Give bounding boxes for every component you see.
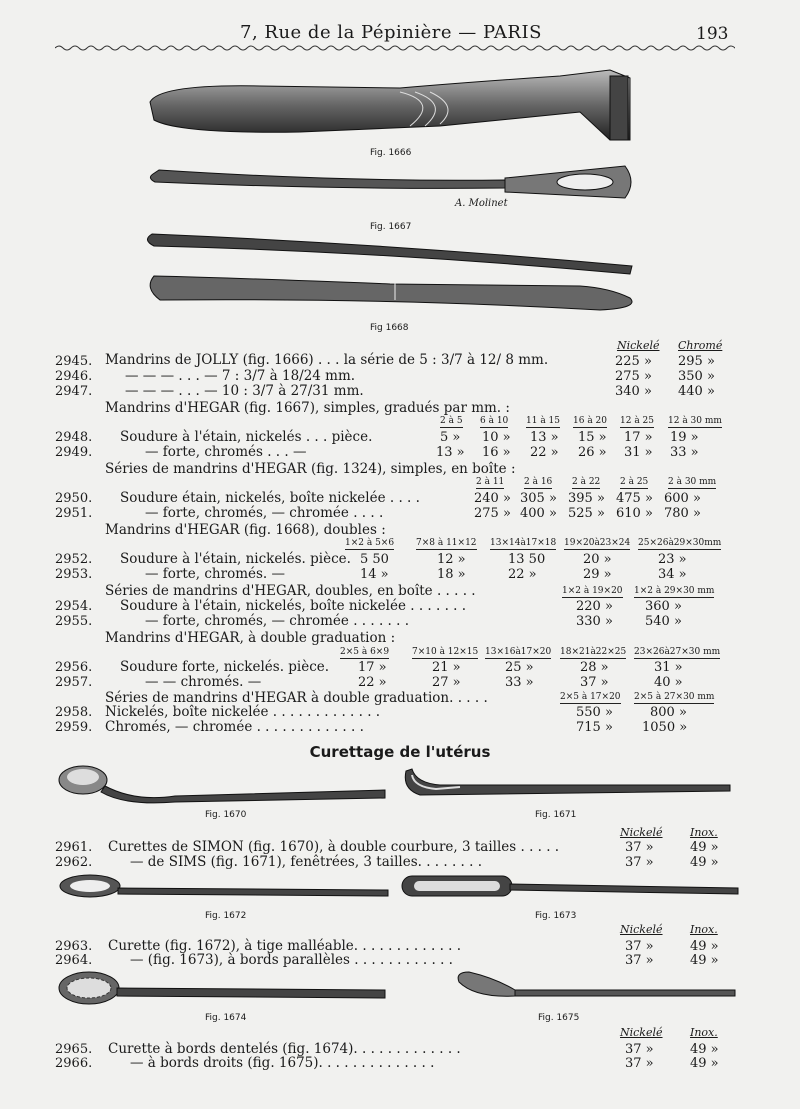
- desc-2953: — forte, chromés. —: [145, 566, 286, 582]
- p2963-b: 49 »: [690, 939, 719, 954]
- p2955-1: 330 »: [576, 614, 613, 629]
- p2949-4: 26 »: [578, 445, 607, 460]
- p2951-3: 525 »: [568, 506, 605, 521]
- sub3-col2: 7×8 à 11×12: [416, 538, 477, 548]
- desc-2963: Curette (fig. 1672), à tige malléable. . . . . . . . . . . . .: [108, 938, 462, 954]
- p2962-b: 49 »: [690, 855, 719, 870]
- p2966-a: 37 »: [625, 1056, 654, 1071]
- col-head-nickele: Nickelé: [617, 339, 660, 352]
- engraver-signature: A. Molinet: [455, 198, 508, 209]
- p2965-a: 37 »: [625, 1042, 654, 1057]
- p2952-4: 20 »: [583, 552, 612, 567]
- p2956-3: 25 »: [505, 660, 534, 675]
- sub4-col2: 1×2 à 29×30 mm: [634, 586, 715, 596]
- desc-2946: — — — . . . — 7 : 3/7 à 18/24 mm.: [125, 368, 356, 384]
- p2950-4: 475 »: [616, 491, 653, 506]
- hegar-simple-heading: Mandrins d'HEGAR (fig. 1667), simples, gradués par mm. :: [105, 400, 510, 416]
- p2951-2: 400 »: [520, 506, 557, 521]
- desc-2956: Soudure forte, nickelés. pièce.: [120, 659, 330, 675]
- p2954-1: 220 »: [576, 599, 613, 614]
- desc-2945: Mandrins de JOLLY (fig. 1666) . . . la série de 5 : 3/7 à 12/ 8 mm.: [105, 352, 549, 368]
- p2953-2: 18 »: [437, 567, 466, 582]
- ref-2964: 2964.: [55, 953, 93, 968]
- ref-2957: 2957.: [55, 675, 93, 690]
- p2948-2: 10 »: [482, 430, 511, 445]
- sub3-col1: 1×2 à 5×6: [345, 538, 395, 548]
- sub2-col4: 2 à 25: [620, 477, 649, 487]
- p2963-a: 37 »: [625, 939, 654, 954]
- desc-2966: — à bords droits (fig. 1675). . . . . . . . . . . . . .: [130, 1055, 435, 1071]
- header-title: 7, Rue de la Pépinière — PARIS: [240, 22, 542, 43]
- cur1-head-nickele: Nickelé: [620, 826, 663, 839]
- p2950-2: 305 »: [520, 491, 557, 506]
- section-title: Curettage de l'utérus: [309, 743, 491, 761]
- hegar-box-heading: Séries de mandrins d'HEGAR (fig. 1324), simples, en boîte :: [105, 461, 516, 477]
- sub1-col5: 12 à 25: [620, 416, 654, 426]
- ref-2945: 2945.: [55, 354, 93, 369]
- ref-2954: 2954.: [55, 599, 93, 614]
- fig-1674-illustration: [55, 968, 395, 1012]
- desc-2950: Soudure étain, nickelés, boîte nickelée . . . .: [120, 490, 420, 506]
- sub5-col4: 18×21à22×25: [560, 647, 627, 657]
- fig-1671-illustration: [400, 765, 740, 805]
- fig-1667-illustration: [145, 160, 635, 215]
- fig-1675-caption: Fig. 1675: [538, 1013, 580, 1023]
- header-rule: [55, 44, 735, 52]
- fig-1666-illustration: [140, 62, 640, 152]
- desc-2957: — — chromés. —: [145, 674, 262, 690]
- cur1-head-inox: Inox.: [690, 826, 718, 839]
- p2951-4: 610 »: [616, 506, 653, 521]
- p2957-2: 27 »: [432, 675, 461, 690]
- p2954-2: 360 »: [645, 599, 682, 614]
- desc-2965: Curette à bords dentelés (fig. 1674). . . . . . . . . . . . .: [108, 1041, 461, 1057]
- desc-2961: Curettes de SIMON (fig. 1670), à double courbure, 3 tailles . . . . .: [108, 839, 560, 855]
- sub3-col3: 13×14à17×18: [490, 538, 557, 548]
- sub2-col2: 2 à 16: [524, 477, 553, 487]
- sub1-col2: 6 à 10: [480, 416, 509, 426]
- p2956-1: 17 »: [358, 660, 387, 675]
- sub2-col3: 2 à 22: [572, 477, 601, 487]
- p2955-2: 540 »: [645, 614, 682, 629]
- fig-1668-caption: Fig 1668: [370, 323, 409, 333]
- desc-2949: — forte, chromés . . . —: [145, 444, 307, 460]
- fig-1667-caption: Fig. 1667: [370, 222, 412, 232]
- ref-2956: 2956.: [55, 660, 93, 675]
- p2957-4: 37 »: [580, 675, 609, 690]
- p2948-4: 15 »: [578, 430, 607, 445]
- fig-1672-illustration: [58, 872, 398, 908]
- p2948-3: 13 »: [530, 430, 559, 445]
- p2957-3: 33 »: [505, 675, 534, 690]
- p2953-3: 22 »: [508, 567, 537, 582]
- p2949-6: 33 »: [670, 445, 699, 460]
- p2948-1: 5 »: [440, 430, 461, 445]
- sub3-col4: 19×20à23×24: [564, 538, 631, 548]
- hegar-double-heading: Mandrins d'HEGAR (fig. 1668), doubles :: [105, 522, 386, 538]
- sub1-col1: 2 à 5: [440, 416, 463, 426]
- fig-1668-illustration: [140, 228, 640, 328]
- p2953-1: 14 »: [360, 567, 389, 582]
- hegar-graduation-heading: Mandrins d'HEGAR, à double graduation :: [105, 630, 396, 646]
- sub5-col3: 13×16à17×20: [485, 647, 552, 657]
- p2962-a: 37 »: [625, 855, 654, 870]
- sub1-col4: 16 à 20: [573, 416, 607, 426]
- p2958-2: 800 »: [650, 705, 687, 720]
- p2952-1: 5 50: [360, 552, 389, 567]
- fig-1672-caption: Fig. 1672: [205, 911, 247, 921]
- desc-2954: Soudure à l'étain, nickelés, boîte nickelée . . . . . . .: [120, 598, 467, 614]
- p2952-3: 13 50: [508, 552, 546, 567]
- p2966-b: 49 »: [690, 1056, 719, 1071]
- sub3-col5: 25×26à29×30mm: [638, 538, 722, 548]
- p2949-1: 13 »: [436, 445, 465, 460]
- p2956-4: 28 »: [580, 660, 609, 675]
- ref-2948: 2948.: [55, 430, 93, 445]
- price-2947-b: 440 »: [678, 384, 715, 399]
- p2956-5: 31 »: [654, 660, 683, 675]
- p2948-5: 17 »: [624, 430, 653, 445]
- p2958-1: 550 »: [576, 705, 613, 720]
- fig-1674-caption: Fig. 1674: [205, 1013, 247, 1023]
- price-2946-b: 350 »: [678, 369, 715, 384]
- p2952-5: 23 »: [658, 552, 687, 567]
- p2953-4: 29 »: [583, 567, 612, 582]
- p2965-b: 49 »: [690, 1042, 719, 1057]
- sub1-col3: 11 à 15: [526, 416, 560, 426]
- desc-2955: — forte, chromés, — chromée . . . . . . .: [145, 613, 409, 629]
- fig-1673-caption: Fig. 1673: [535, 911, 577, 921]
- desc-2964: — (fig. 1673), à bords parallèles . . . . . . . . . . . .: [130, 952, 453, 968]
- ref-2949: 2949.: [55, 445, 93, 460]
- sub6-col1: 2×5 à 17×20: [560, 692, 621, 702]
- sub5-col2: 7×10 à 12×15: [412, 647, 479, 657]
- ref-2952: 2952.: [55, 552, 93, 567]
- ref-2963: 2963.: [55, 939, 93, 954]
- p2951-5: 780 »: [664, 506, 701, 521]
- desc-2958: Nickelés, boîte nickelée . . . . . . . . . . . . .: [105, 704, 381, 720]
- cur3-head-inox: Inox.: [690, 1026, 718, 1039]
- ref-2950: 2950.: [55, 491, 93, 506]
- p2950-1: 240 »: [474, 491, 511, 506]
- p2951-1: 275 »: [474, 506, 511, 521]
- cur2-head-nickele: Nickelé: [620, 923, 663, 936]
- price-2945-b: 295 »: [678, 354, 715, 369]
- ref-2958: 2958.: [55, 705, 93, 720]
- p2957-1: 22 »: [358, 675, 387, 690]
- p2952-2: 12 »: [437, 552, 466, 567]
- ref-2946: 2946.: [55, 369, 93, 384]
- ref-2947: 2947.: [55, 384, 93, 399]
- fig-1675-illustration: [455, 968, 745, 1008]
- hegar-graduation-box-heading: Séries de mandrins d'HEGAR à double graduation. . . . .: [105, 690, 488, 706]
- sub2-col5: 2 à 30 mm: [668, 477, 717, 487]
- desc-2951: — forte, chromés, — chromée . . . .: [145, 505, 384, 521]
- page-number: 193: [696, 24, 729, 44]
- p2956-2: 21 »: [432, 660, 461, 675]
- ref-2965: 2965.: [55, 1042, 93, 1057]
- p2948-6: 19 »: [670, 430, 699, 445]
- p2964-a: 37 »: [625, 953, 654, 968]
- p2959-1: 715 »: [576, 720, 613, 735]
- ref-2959: 2959.: [55, 720, 93, 735]
- p2961-a: 37 »: [625, 840, 654, 855]
- p2950-5: 600 »: [664, 491, 701, 506]
- ref-2966: 2966.: [55, 1056, 93, 1071]
- fig-1670-caption: Fig. 1670: [205, 810, 247, 820]
- desc-2959: Chromés, — chromée . . . . . . . . . . . . .: [105, 719, 364, 735]
- sub5-col5: 23×26à27×30 mm: [634, 647, 721, 657]
- price-2946-a: 275 »: [615, 369, 652, 384]
- ref-2955: 2955.: [55, 614, 93, 629]
- price-2945-a: 225 »: [615, 354, 652, 369]
- ref-2951: 2951.: [55, 506, 93, 521]
- ref-2962: 2962.: [55, 855, 93, 870]
- ref-2953: 2953.: [55, 567, 93, 582]
- p2949-5: 31 »: [624, 445, 653, 460]
- fig-1673-illustration: [398, 872, 743, 908]
- fig-1670-illustration: [55, 762, 395, 807]
- p2950-3: 395 »: [568, 491, 605, 506]
- desc-2947: — — — . . . — 10 : 3/7 à 27/31 mm.: [125, 383, 364, 399]
- ref-2961: 2961.: [55, 840, 93, 855]
- fig-1671-caption: Fig. 1671: [535, 810, 577, 820]
- desc-2948: Soudure à l'étain, nickelés . . . pièce.: [120, 429, 373, 445]
- col-head-chrome: Chromé: [678, 339, 723, 352]
- p2949-3: 22 »: [530, 445, 559, 460]
- sub4-col1: 1×2 à 19×20: [562, 586, 623, 596]
- p2957-5: 40 »: [654, 675, 683, 690]
- desc-2962: — de SIMS (fig. 1671), fenêtrées, 3 tailles. . . . . . . .: [130, 854, 482, 870]
- sub5-col1: 2×5 à 6×9: [340, 647, 390, 657]
- cur2-head-inox: Inox.: [690, 923, 718, 936]
- cur3-head-nickele: Nickelé: [620, 1026, 663, 1039]
- p2959-2: 1050 »: [642, 720, 688, 735]
- p2961-b: 49 »: [690, 840, 719, 855]
- p2953-5: 34 »: [658, 567, 687, 582]
- p2949-2: 16 »: [482, 445, 511, 460]
- desc-2952: Soudure à l'étain, nickelés. pièce.: [120, 551, 351, 567]
- fig-1666-caption: Fig. 1666: [370, 148, 412, 158]
- p2964-b: 49 »: [690, 953, 719, 968]
- sub1-col6: 12 à 30 mm: [668, 416, 722, 426]
- hegar-double-box-heading: Séries de mandrins d'HEGAR, doubles, en boîte . . . . .: [105, 583, 476, 599]
- price-2947-a: 340 »: [615, 384, 652, 399]
- sub6-col2: 2×5 à 27×30 mm: [634, 692, 715, 702]
- sub2-col1: 2 à 11: [476, 477, 505, 487]
